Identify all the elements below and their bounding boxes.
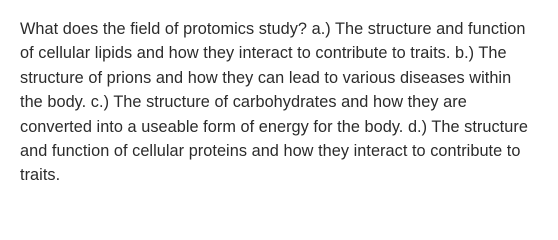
question-text: What does the field of protomics study? a.) The structure and function of cellular lipids and how they interact to contribute to traits. b.) The structure of prions and how they can lead to various diseases within the body. c.) The structure of carbohydrates and how they are converted into a useable form of energy for the body. d.) The structure and function of cellular proteins and how they interact to contribute to traits. <box>20 20 528 185</box>
